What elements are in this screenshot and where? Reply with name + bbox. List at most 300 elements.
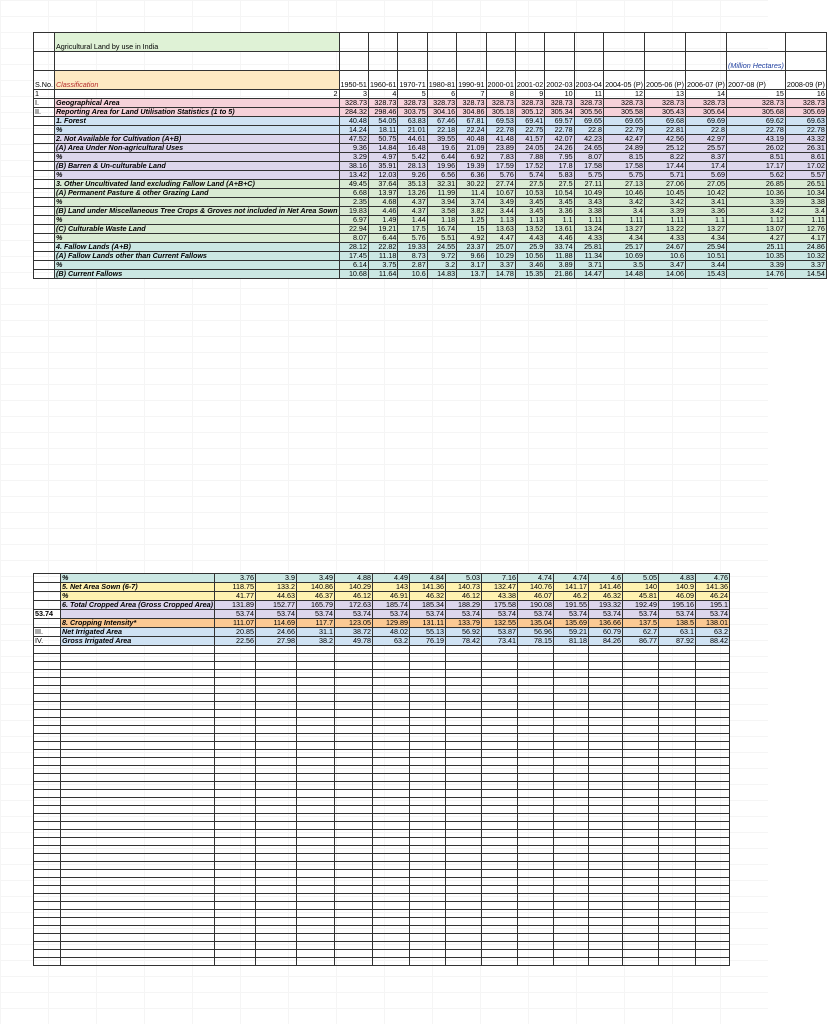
blank-cell: [409, 894, 445, 902]
blank-cell: [445, 894, 481, 902]
blank-cell: [61, 694, 215, 702]
blank-cell: [214, 742, 255, 750]
blank-cell: [372, 878, 409, 886]
value-cell: 14.24: [339, 126, 368, 135]
value-cell: 10.51: [686, 252, 727, 261]
blank-cell: [622, 718, 658, 726]
blank-cell: [588, 822, 622, 830]
blank-cell: [61, 670, 215, 678]
blank-cell: [398, 52, 427, 71]
blank-cell: [658, 742, 695, 750]
blank-cell: [214, 878, 255, 886]
blank-cell: [553, 822, 588, 830]
value-cell: 140.9: [658, 583, 695, 592]
blank-cell: [34, 52, 55, 71]
blank-cell: [481, 902, 517, 910]
blank-cell: [574, 33, 603, 52]
value-cell: 46.09: [658, 592, 695, 601]
value-cell: 111.07: [214, 619, 255, 628]
column-index: 9: [515, 90, 544, 99]
blank-cell: [695, 918, 729, 926]
blank-cell: [515, 33, 544, 52]
blank-cell: [334, 790, 372, 798]
blank-cell: [445, 838, 481, 846]
value-cell: 46.91: [372, 592, 409, 601]
blank-cell: [517, 950, 553, 958]
value-cell: 10.42: [686, 189, 727, 198]
blank-cell: [214, 958, 255, 966]
blank-cell: [517, 686, 553, 694]
classification-cell: (A) Fallow Lands other than Current Fallows: [54, 252, 339, 261]
table-row: [34, 601, 730, 610]
sno-cell: [34, 144, 55, 153]
empty-row: [34, 942, 730, 950]
blank-cell: [588, 830, 622, 838]
blank-cell: [409, 742, 445, 750]
blank-cell: [517, 902, 553, 910]
blank-cell: [296, 654, 334, 662]
value-cell: 55.13: [409, 628, 445, 637]
blank-cell: [409, 910, 445, 918]
blank-cell: [481, 830, 517, 838]
blank-cell: [588, 942, 622, 950]
blank-cell: [517, 942, 553, 950]
column-index: 1: [34, 90, 55, 99]
value-cell: 3.29: [339, 153, 368, 162]
classification-cell: %: [54, 261, 339, 270]
blank-cell: [445, 726, 481, 734]
blank-cell: [622, 654, 658, 662]
blank-cell: [481, 926, 517, 934]
classification-cell: 6. Total Cropped Area (Gross Cropped Area): [62, 600, 213, 609]
blank-cell: [553, 678, 588, 686]
blank-cell: [372, 934, 409, 942]
blank-cell: [214, 894, 255, 902]
year-header: 2003-04: [574, 71, 603, 90]
blank-cell: [622, 942, 658, 950]
year-header: 1970-71: [398, 71, 427, 90]
blank-cell: [368, 52, 397, 71]
value-cell: 35.91: [368, 162, 397, 171]
blank-cell: [214, 750, 255, 758]
value-cell: 4.46: [368, 207, 397, 216]
blank-cell: [622, 774, 658, 782]
blank-cell: [334, 918, 372, 926]
empty-row: [34, 782, 730, 790]
blank-cell: [695, 678, 729, 686]
blank-cell: [622, 782, 658, 790]
value-cell: 8.15: [604, 153, 645, 162]
classification-cell: (B) Current Fallows: [54, 270, 339, 279]
value-cell: 131.89: [214, 601, 255, 610]
blank-cell: [517, 710, 553, 718]
blank-cell: [645, 52, 686, 71]
blank-cell: [409, 934, 445, 942]
column-index: 16: [785, 90, 826, 99]
blank-cell: [372, 774, 409, 782]
blank-cell: [695, 686, 729, 694]
blank-cell: [658, 750, 695, 758]
empty-row: [34, 846, 730, 854]
value-cell: 13.52: [515, 225, 544, 234]
blank-cell: [34, 742, 61, 750]
value-cell: 328.73: [686, 99, 727, 108]
value-cell: 305.12: [515, 108, 544, 117]
value-cell: 11.34: [574, 252, 603, 261]
blank-cell: [334, 758, 372, 766]
blank-cell: [481, 798, 517, 806]
blank-cell: [658, 838, 695, 846]
blank-cell: [553, 686, 588, 694]
blank-cell: [553, 878, 588, 886]
blank-cell: [658, 830, 695, 838]
blank-cell: [622, 790, 658, 798]
blank-cell: [445, 790, 481, 798]
value-cell: 3.39: [645, 207, 686, 216]
value-cell: 131.11: [409, 619, 445, 628]
value-cell: 328.73: [457, 99, 486, 108]
blank-cell: [517, 878, 553, 886]
sno-cell: [34, 243, 55, 252]
value-cell: 4.74: [553, 574, 588, 583]
blank-cell: [515, 52, 544, 71]
blank-cell: [372, 654, 409, 662]
blank-cell: [255, 934, 296, 942]
blank-cell: [553, 646, 588, 654]
blank-cell: [622, 894, 658, 902]
blank-cell: [622, 750, 658, 758]
value-cell: 7.83: [486, 153, 515, 162]
value-cell: 4.33: [574, 234, 603, 243]
blank-cell: [255, 766, 296, 774]
blank-cell: [658, 950, 695, 958]
value-cell: 13.26: [398, 189, 427, 198]
column-index: 10: [545, 90, 574, 99]
blank-cell: [695, 798, 729, 806]
blank-cell: [481, 790, 517, 798]
blank-cell: [481, 846, 517, 854]
blank-cell: [409, 766, 445, 774]
blank-cell: [334, 710, 372, 718]
blank-cell: [622, 918, 658, 926]
blank-cell: [255, 838, 296, 846]
value-cell: 1.11: [574, 216, 603, 225]
blank-cell: [622, 886, 658, 894]
sno-cell: [34, 207, 55, 216]
value-cell: 41.57: [515, 135, 544, 144]
blank-cell: [214, 950, 255, 958]
sno-cell: [34, 180, 55, 189]
blank-cell: [255, 678, 296, 686]
empty-row: [34, 766, 730, 774]
value-cell: 140.29: [334, 583, 372, 592]
value-cell: 17.58: [604, 162, 645, 171]
blank-cell: [296, 662, 334, 670]
value-cell: 22.81: [645, 126, 686, 135]
value-cell: 78.15: [517, 637, 553, 646]
blank-cell: [457, 52, 486, 71]
value-cell: 44.61: [398, 135, 427, 144]
value-cell: 3.45: [515, 198, 544, 207]
blank-cell: [553, 846, 588, 854]
column-index: 6: [427, 90, 456, 99]
blank-cell: [334, 822, 372, 830]
blank-cell: [34, 870, 61, 878]
column-index: 3: [339, 90, 368, 99]
blank-cell: [409, 734, 445, 742]
blank-cell: [695, 750, 729, 758]
value-cell: 3.5: [604, 261, 645, 270]
value-cell: 42.47: [604, 135, 645, 144]
blank-cell: [517, 670, 553, 678]
value-cell: 8.07: [339, 234, 368, 243]
value-cell: 328.73: [427, 99, 456, 108]
blank-cell: [588, 806, 622, 814]
blank-cell: [658, 726, 695, 734]
value-cell: 32.31: [427, 180, 456, 189]
blank-cell: [588, 694, 622, 702]
value-cell: 328.73: [486, 99, 515, 108]
blank-cell: [695, 902, 729, 910]
blank-cell: [481, 758, 517, 766]
blank-cell: [658, 870, 695, 878]
blank-cell: [296, 910, 334, 918]
value-cell: 328.73: [339, 99, 368, 108]
blank-cell: [517, 958, 553, 966]
blank-cell: [695, 894, 729, 902]
sno-cell: [34, 225, 55, 234]
blank-cell: [214, 710, 255, 718]
value-cell: 16.74: [427, 225, 456, 234]
blank-cell: [372, 710, 409, 718]
blank-cell: [61, 862, 215, 870]
blank-cell: [622, 814, 658, 822]
blank-cell: [372, 726, 409, 734]
blank-cell: [372, 822, 409, 830]
blank-cell: [34, 33, 55, 52]
blank-cell: [604, 33, 645, 52]
blank-cell: [517, 718, 553, 726]
blank-cell: [445, 814, 481, 822]
blank-cell: [296, 862, 334, 870]
blank-cell: [445, 870, 481, 878]
blank-cell: [658, 662, 695, 670]
empty-row: [34, 886, 730, 894]
value-cell: 13.27: [604, 225, 645, 234]
blank-cell: [334, 910, 372, 918]
value-cell: 40.48: [339, 117, 368, 126]
blank-cell: [481, 662, 517, 670]
blank-cell: [409, 774, 445, 782]
blank-cell: [296, 702, 334, 710]
blank-cell: [255, 758, 296, 766]
blank-cell: [517, 662, 553, 670]
value-cell: 284.32: [339, 108, 368, 117]
blank-cell: [409, 646, 445, 654]
blank-cell: [481, 750, 517, 758]
blank-cell: [517, 854, 553, 862]
blank-cell: [445, 742, 481, 750]
blank-cell: [622, 950, 658, 958]
value-cell: 22.8: [574, 126, 603, 135]
value-cell: 1.11: [645, 216, 686, 225]
blank-cell: [588, 662, 622, 670]
value-cell: 1.49: [368, 216, 397, 225]
blank-cell: [372, 838, 409, 846]
blank-cell: [214, 790, 255, 798]
sno-cell: 53.74: [34, 610, 61, 619]
blank-cell: [372, 670, 409, 678]
blank-cell: [658, 918, 695, 926]
value-cell: 5.05: [622, 574, 658, 583]
year-header: 1960-61: [368, 71, 397, 90]
blank-cell: [372, 814, 409, 822]
blank-cell: [296, 798, 334, 806]
blank-cell: [553, 750, 588, 758]
value-cell: 13.63: [486, 225, 515, 234]
blank-cell: [695, 662, 729, 670]
value-cell: 10.49: [574, 189, 603, 198]
blank-cell: [214, 694, 255, 702]
blank-cell: [481, 686, 517, 694]
blank-cell: [622, 766, 658, 774]
value-cell: 305.18: [486, 108, 515, 117]
value-cell: 13.22: [645, 225, 686, 234]
value-cell: 69.62: [726, 117, 785, 126]
value-cell: 14.47: [574, 270, 603, 279]
value-cell: 53.74: [553, 610, 588, 619]
blank-cell: [214, 862, 255, 870]
value-cell: 195.1: [695, 601, 729, 610]
blank-cell: [445, 878, 481, 886]
blank-cell: [445, 734, 481, 742]
blank-cell: [296, 838, 334, 846]
value-cell: 53.74: [255, 610, 296, 619]
value-cell: 27.06: [645, 180, 686, 189]
empty-row: [34, 934, 730, 942]
blank-cell: [61, 718, 215, 726]
year-header: 2007-08 (P): [726, 71, 785, 90]
value-cell: 17.58: [574, 162, 603, 171]
blank-cell: [481, 694, 517, 702]
value-cell: 22.82: [368, 243, 397, 252]
table-row: [34, 619, 730, 628]
empty-row: [34, 870, 730, 878]
value-cell: 69.68: [645, 117, 686, 126]
value-cell: 53.74: [296, 610, 334, 619]
value-cell: 1.11: [604, 216, 645, 225]
blank-cell: [372, 910, 409, 918]
value-cell: 152.77: [255, 601, 296, 610]
value-cell: 63.2: [372, 637, 409, 646]
value-cell: 37.64: [368, 180, 397, 189]
value-cell: 1.13: [486, 216, 515, 225]
value-cell: 17.52: [515, 162, 544, 171]
value-cell: 4.6: [588, 574, 622, 583]
blank-cell: [588, 934, 622, 942]
blank-cell: [409, 686, 445, 694]
blank-cell: [214, 678, 255, 686]
value-cell: 69.65: [604, 117, 645, 126]
value-cell: 39.55: [427, 135, 456, 144]
value-cell: 46.24: [695, 592, 729, 601]
blank-cell: [481, 806, 517, 814]
blank-cell: [445, 902, 481, 910]
value-cell: 18.11: [368, 126, 397, 135]
value-cell: 27.5: [515, 180, 544, 189]
blank-cell: [553, 766, 588, 774]
value-cell: 6.92: [457, 153, 486, 162]
blank-cell: [255, 654, 296, 662]
blank-cell: [296, 766, 334, 774]
blank-cell: [61, 646, 215, 654]
blank-cell: [334, 726, 372, 734]
blank-cell: [255, 846, 296, 854]
blank-cell: [296, 822, 334, 830]
blank-cell: [695, 862, 729, 870]
blank-cell: [553, 886, 588, 894]
value-cell: 53.74: [481, 610, 517, 619]
blank-cell: [409, 710, 445, 718]
table-row: [34, 207, 827, 216]
value-cell: 298.46: [368, 108, 397, 117]
blank-cell: [588, 702, 622, 710]
blank-cell: [695, 950, 729, 958]
blank-cell: [214, 806, 255, 814]
blank-cell: [214, 910, 255, 918]
value-cell: 9.26: [398, 171, 427, 180]
value-cell: 13.07: [726, 225, 785, 234]
table-row: [34, 628, 730, 637]
value-cell: 3.49: [296, 574, 334, 583]
blank-cell: [34, 886, 61, 894]
blank-cell: [695, 878, 729, 886]
blank-cell: [34, 902, 61, 910]
blank-cell: [553, 718, 588, 726]
blank-cell: [553, 942, 588, 950]
value-cell: 26.85: [726, 180, 785, 189]
value-cell: 3.37: [785, 261, 826, 270]
value-cell: 13.42: [339, 171, 368, 180]
blank-cell: [695, 694, 729, 702]
blank-cell: [296, 646, 334, 654]
title-row: [34, 33, 827, 52]
classification-cell: 2. Not Available for Cultivation (A+B): [54, 135, 339, 144]
empty-row: [34, 790, 730, 798]
blank-cell: [658, 758, 695, 766]
blank-cell: [695, 710, 729, 718]
blank-cell: [588, 718, 622, 726]
value-cell: 40.48: [457, 135, 486, 144]
column-index: 14: [686, 90, 727, 99]
blank-cell: [334, 854, 372, 862]
blank-cell: [553, 758, 588, 766]
value-cell: 4.74: [517, 574, 553, 583]
blank-cell: [622, 710, 658, 718]
blank-cell: [481, 702, 517, 710]
blank-cell: [553, 662, 588, 670]
value-cell: 25.11: [726, 243, 785, 252]
blank-cell: [588, 774, 622, 782]
blank-cell: [445, 662, 481, 670]
blank-cell: [34, 694, 61, 702]
blank-cell: [34, 846, 61, 854]
blank-cell: [372, 766, 409, 774]
classification-cell: 5. Net Area Sown (6-7): [61, 583, 215, 592]
table-row: [34, 162, 827, 171]
value-cell: 303.75: [398, 108, 427, 117]
sno-cell: [34, 171, 55, 180]
